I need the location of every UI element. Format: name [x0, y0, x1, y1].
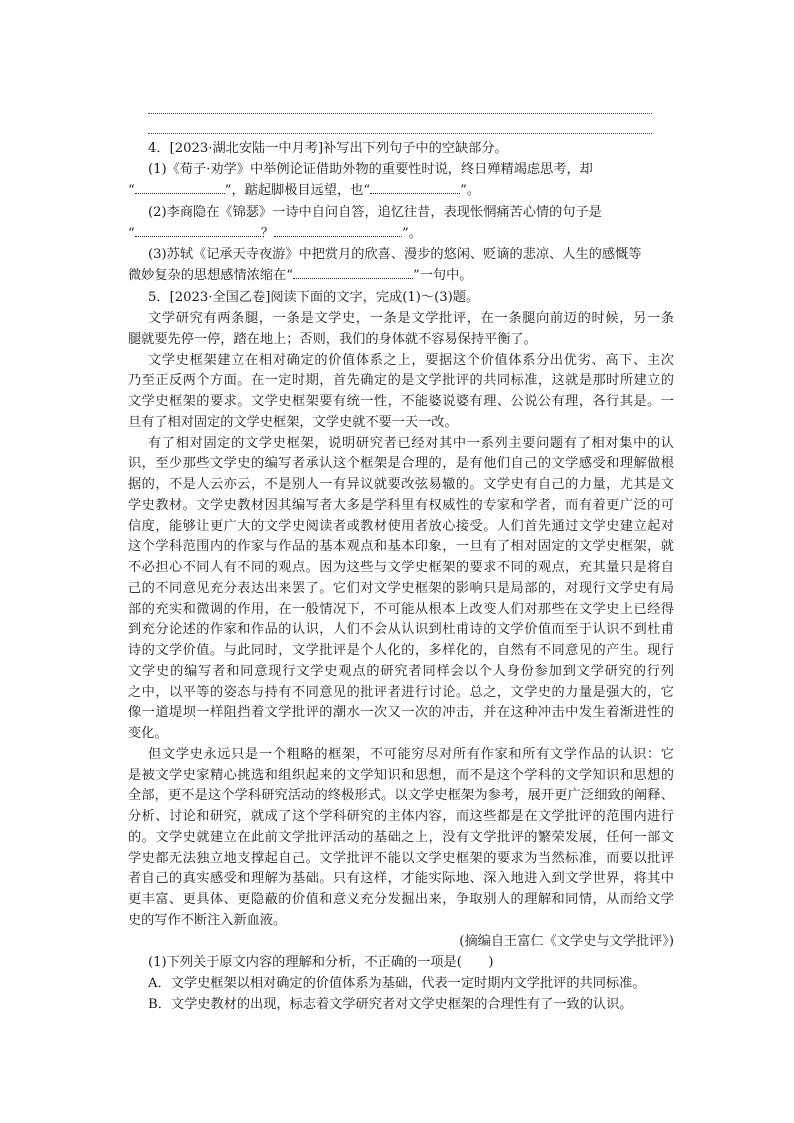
passage-line: 变化。 — [128, 726, 168, 741]
option-a[interactable]: A．文学史框架以相对确定的价值体系为基础，代表一定时期内文学批评的共同标准。 — [148, 976, 646, 991]
answer-line — [148, 113, 652, 114]
passage-line: 据的，不是人云亦云，不是别人一有异议就要改弦易辙的。文学史有自己的力量，尤其是文 — [128, 477, 674, 492]
passage-line: 不必担心不同人有不同的观点。因为这些与文学史框架的要求不同的观点，充其量只是将自 — [128, 560, 674, 575]
q4-stem: 4．[2023·湖北安陆一中月考]补写出下列句子中的空缺部分。 — [148, 141, 508, 156]
fill-blank[interactable] — [135, 181, 225, 194]
passage-line: 文学史框架的要求。文学史框架要有统一性，不能婆说婆有理、公说公有理，各行其是。一 — [128, 394, 674, 409]
passage-line: 文学史框架建立在相对确定的价值体系之上，要据这个价值体系分出优劣、高下、主次 — [148, 352, 674, 368]
passage-line: 者自己的真实感受和理解为基础。只有这样，才能实际地、深入地进入到文学世界，将其中 — [128, 871, 674, 887]
passage-line: 之中，以平等的姿态与持有不同意见的批评者进行讨论。总之，文学史的力量是强大的，它 — [128, 684, 674, 700]
passage-line: 识，至少那些文学史的编写者承认这个框架是合理的，是有他们自己的文学感受和理解做根 — [128, 456, 674, 472]
passage-line: 是被文学史家精心挑选和组织起来的文学知识和思想，而不是这个学科的文学知识和思想的 — [128, 767, 674, 783]
passage-line: 部的充实和微调的作用，在一般情况下，不可能从根本上改变人们对那些在文学史上已经得 — [128, 601, 674, 617]
passage-line: 学史都无法独立地支撑起自己。文学批评不能以文学史框架的要求为当然标准，而要以批评 — [128, 850, 674, 866]
passage-line: 分析、讨论和研究，就成了这个学科研究的主体内容，而这些都是在文学批评的范围内进行 — [128, 809, 674, 824]
q4-p3-line2: 微妙复杂的思想感情浓缩在“ ”一句中。 — [128, 268, 473, 283]
q4-p1-line2: “ ”，踮起脚极目远望，也“ ”。 — [128, 183, 481, 198]
q4-p2-line2: “ ？ ”。 — [128, 226, 422, 241]
passage-line: 的。文学史就建立在此前文学批评活动的基础之上，没有文学批评的繁荣发展，任何一部文 — [128, 829, 674, 845]
q4-p2-line1: (2)李商隐在《锦瑟》一诗中自问自答，追忆往昔，表现怅惘痛苦心情的句子是 — [148, 205, 602, 220]
fill-blank[interactable] — [135, 224, 261, 237]
fill-blank[interactable] — [370, 181, 460, 194]
passage-line: 信度，能够让更广大的文学史阅读者或教材使用者放心接受。人们首先通过文学史建立起对 — [128, 518, 674, 534]
passage-line: 学史教材。文学史教材因其编写者大多是学科里有权威性的专家和学者，而有着更广泛的可 — [128, 497, 674, 513]
passage-line: 腿就要先停一停，踏在地上；否则，我们的身体就不容易保持平衡了。 — [128, 331, 537, 347]
passage-line: 史的写作不断注入新血液。 — [128, 912, 287, 928]
passage-line: 像一道堤坝一样阻挡着文学批评的潮水一次又一次的冲击，并在这种冲击中发生着渐进性的 — [128, 705, 674, 721]
passage-line: 乃至正反两个方面。在一定时期，首先确定的是文学批评的共同标准，这就是那时所建立的 — [128, 373, 674, 389]
option-b[interactable]: B．文学史教材的出现，标志着文学研究者对文学史框架的合理性有了一致的认识。 — [148, 997, 633, 1012]
q5-stem: 5．[2023·全国乙卷]阅读下面的文字，完成(1)～(3)题。 — [148, 290, 480, 305]
fill-blank[interactable] — [293, 266, 413, 279]
passage-line: 文学史的编写者和同意现行文学史观点的研究者同样会以个人身份参加到文学研究的行列 — [128, 663, 674, 679]
passage-line: 更丰富、更具体、更隐蔽的价值和意义充分发掘出来，争取别人的理解和同情，从而给文学 — [128, 892, 674, 907]
passage-line: 诗的文学价值。与此同时，文学批评是个人化的，多样化的，自然有不同意见的产生。现行 — [128, 643, 674, 658]
passage-source: (摘编自王富仁《文学史与文学批评》) — [459, 934, 674, 949]
q4-p3-line1: (3)苏轼《记承天寺夜游》中把赏月的欣喜、漫步的悠闲、贬谪的悲凉、人生的感慨等 — [148, 247, 642, 262]
passage-line: 旦有了相对固定的文学史框架，文学史就不要一天一改。 — [128, 414, 458, 430]
passage-line: 但文学史永远只是一个粗略的框架，不可能穷尽对所有作家和所有文学作品的认识：它 — [148, 746, 674, 762]
sub-question-1: (1)下列关于原文内容的理解和分析，不正确的一项是( ) — [148, 955, 494, 970]
fill-blank[interactable] — [274, 224, 402, 237]
passage-line: 有了相对固定的文学史框架，说明研究者已经对其中一系列主要问题有了相对集中的认 — [148, 435, 674, 451]
passage-line: 这个学科范围内的作家与作品的基本观点和基本印象，一旦有了相对固定的文学史框架，就 — [128, 539, 674, 555]
passage-line: 文学研究有两条腿，一条是文学史，一条是文学批评，在一条腿向前迈的时候，另一条 — [148, 311, 674, 326]
q4-p1-line1: (1)《荀子·劝学》中举例论证借助外物的重要性时说，终日殚精竭虑思考，却 — [148, 162, 593, 177]
answer-line — [148, 133, 652, 134]
passage-line: 己的不同意见充分表达出来罢了。它们对文学史框架的影响只是局部的，对现行文学史有局 — [128, 580, 674, 596]
passage-line: 全部，更不是这个学科研究活动的终极形式。以文学史框架为参考，展开更广泛细致的阐释、 — [128, 788, 674, 804]
passage-line: 到充分论述的作家和作品的认识，人们不会从认识到杜甫诗的文学价值而至于认识不到杜甫 — [128, 622, 674, 638]
